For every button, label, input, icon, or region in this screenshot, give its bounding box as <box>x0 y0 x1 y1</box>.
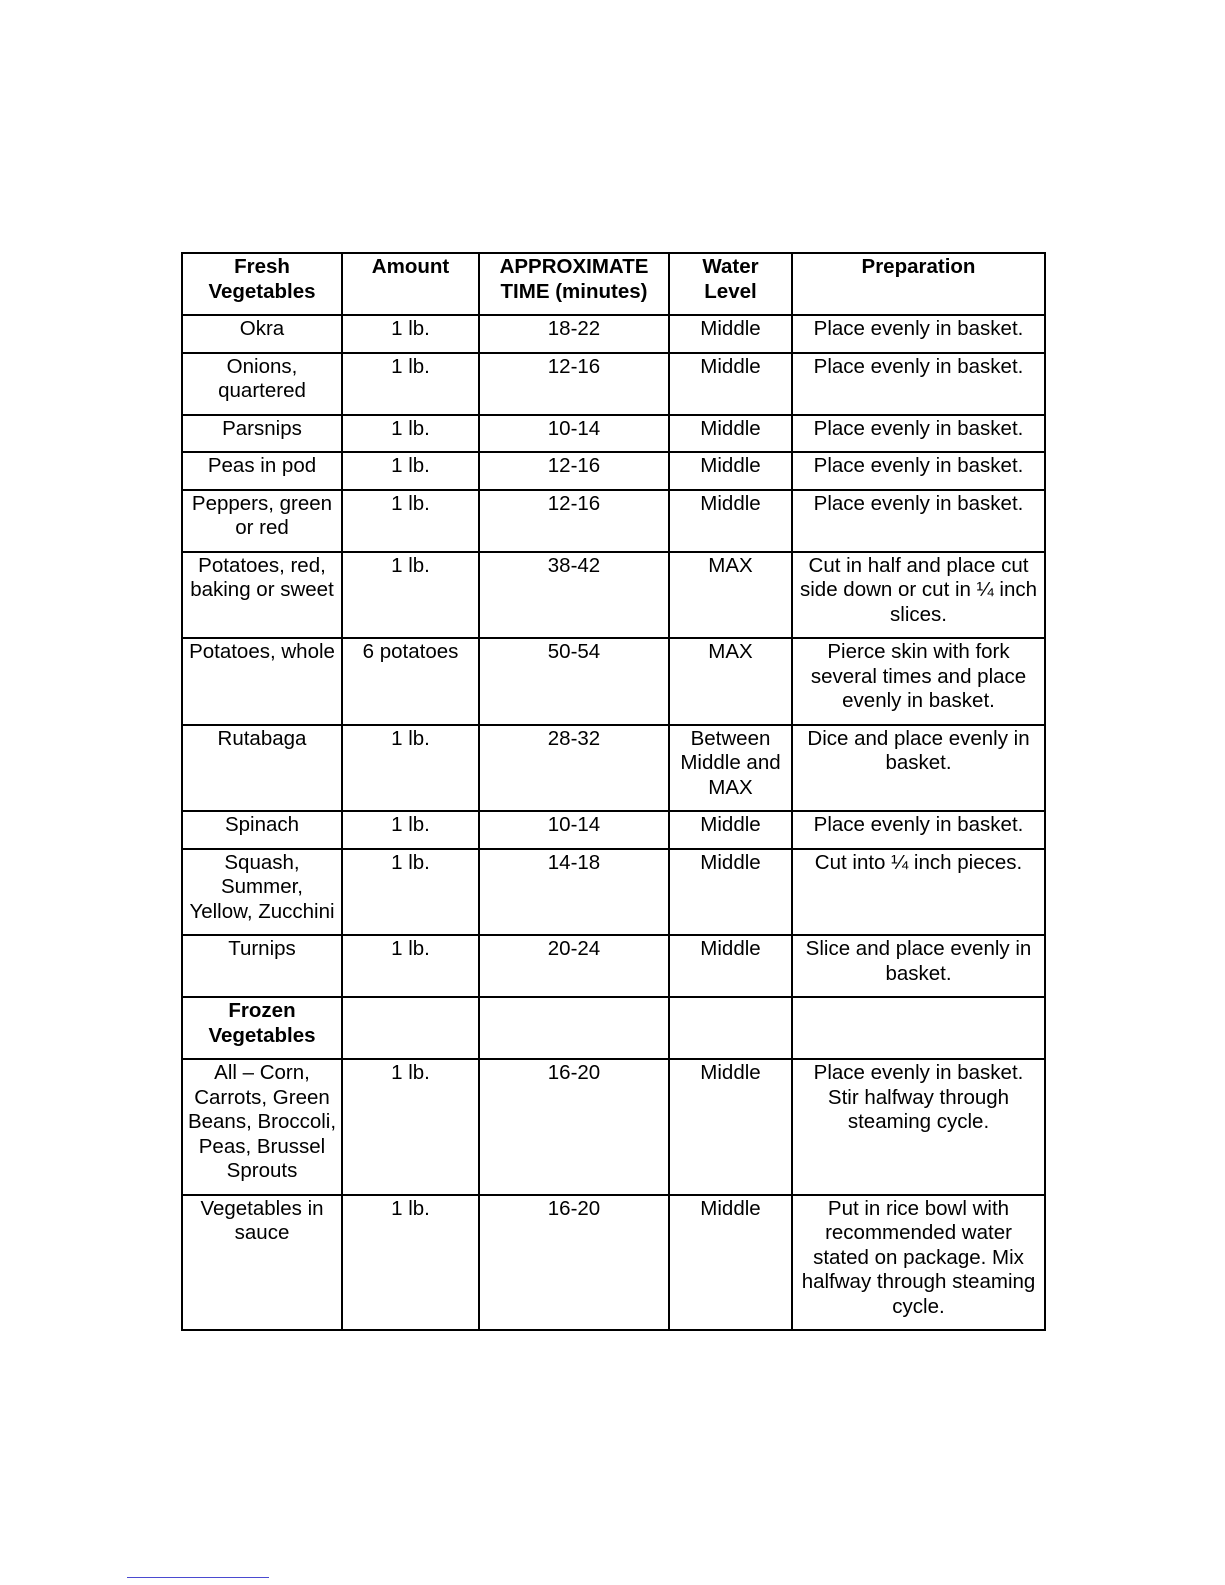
table-row <box>182 552 1045 639</box>
table-row <box>182 353 1045 415</box>
table-row <box>182 490 1045 552</box>
amount-cell: 1 lb. <box>342 315 479 353</box>
empty-cell <box>792 997 1045 1059</box>
table-row <box>182 315 1045 353</box>
time-cell: 20-24 <box>479 935 669 997</box>
amount-cell: 1 lb. <box>342 1195 479 1331</box>
amount-cell: 6 potatoes <box>342 638 479 725</box>
table-row <box>182 452 1045 490</box>
preparation-cell: Place evenly in basket. <box>792 811 1045 849</box>
amount-cell: 1 lb. <box>342 452 479 490</box>
header-fresh-vegetables: Fresh Vegetables <box>182 253 342 315</box>
amount-cell: 1 lb. <box>342 1059 479 1195</box>
water-level-cell: Middle <box>669 849 792 936</box>
preparation-cell: Place evenly in basket. <box>792 353 1045 415</box>
preparation-cell: Dice and place evenly in basket. <box>792 725 1045 812</box>
preparation-cell: Cut in half and place cut side down or cut in ¼ inch slices. <box>792 552 1045 639</box>
preparation-cell: Place evenly in basket. <box>792 490 1045 552</box>
section-row-frozen <box>182 997 1045 1059</box>
vegetable-cell: Rutabaga <box>182 725 342 812</box>
water-level-cell: Middle <box>669 452 792 490</box>
vegetable-cell: Turnips <box>182 935 342 997</box>
water-level-cell: MAX <box>669 638 792 725</box>
water-level-cell: Between Middle and MAX <box>669 725 792 812</box>
time-cell: 10-14 <box>479 811 669 849</box>
water-level-cell: Middle <box>669 353 792 415</box>
vegetable-cell: Onions, quartered <box>182 353 342 415</box>
table-row <box>182 935 1045 997</box>
amount-cell: 1 lb. <box>342 490 479 552</box>
water-level-cell: Middle <box>669 415 792 453</box>
time-cell: 18-22 <box>479 315 669 353</box>
time-cell: 14-18 <box>479 849 669 936</box>
time-cell: 16-20 <box>479 1195 669 1331</box>
amount-cell: 1 lb. <box>342 552 479 639</box>
water-level-cell: Middle <box>669 490 792 552</box>
time-cell: 12-16 <box>479 353 669 415</box>
time-cell: 12-16 <box>479 452 669 490</box>
time-cell: 10-14 <box>479 415 669 453</box>
vegetable-cell: Parsnips <box>182 415 342 453</box>
table-row <box>182 849 1045 936</box>
time-cell: 16-20 <box>479 1059 669 1195</box>
vegetable-cell: Potatoes, whole <box>182 638 342 725</box>
amount-cell: 1 lb. <box>342 725 479 812</box>
time-cell: 28-32 <box>479 725 669 812</box>
vegetable-cell: Spinach <box>182 811 342 849</box>
empty-cell <box>669 997 792 1059</box>
table-header-row <box>182 253 1045 315</box>
vegetable-cell: Okra <box>182 315 342 353</box>
vegetable-cell: Squash, Summer, Yellow, Zucchini <box>182 849 342 936</box>
table-row <box>182 1059 1045 1195</box>
time-cell: 50-54 <box>479 638 669 725</box>
preparation-cell: Put in rice bowl with recommended water stated on package. Mix halfway through steaming cycle. <box>792 1195 1045 1331</box>
table-row <box>182 811 1045 849</box>
vegetable-cell: Potatoes, red, baking or sweet <box>182 552 342 639</box>
water-level-cell: MAX <box>669 552 792 639</box>
preparation-cell: Place evenly in basket. <box>792 415 1045 453</box>
table-row <box>182 725 1045 812</box>
amount-cell: 1 lb. <box>342 353 479 415</box>
empty-cell <box>342 997 479 1059</box>
empty-cell <box>479 997 669 1059</box>
water-level-cell: Middle <box>669 1195 792 1331</box>
preparation-cell: Slice and place evenly in basket. <box>792 935 1045 997</box>
preparation-cell: Place evenly in basket. <box>792 452 1045 490</box>
vegetable-cell: Peppers, green or red <box>182 490 342 552</box>
amount-cell: 1 lb. <box>342 849 479 936</box>
header-preparation: Preparation <box>792 253 1045 315</box>
vegetable-cell: Vegetables in sauce <box>182 1195 342 1331</box>
preparation-cell: Place evenly in basket. Stir halfway through steaming cycle. <box>792 1059 1045 1195</box>
water-level-cell: Middle <box>669 1059 792 1195</box>
water-level-cell: Middle <box>669 811 792 849</box>
preparation-cell: Place evenly in basket. <box>792 315 1045 353</box>
header-approximate-time: APPROXIMATE TIME (minutes) <box>479 253 669 315</box>
header-water-level: Water Level <box>669 253 792 315</box>
time-cell: 12-16 <box>479 490 669 552</box>
time-cell: 38-42 <box>479 552 669 639</box>
preparation-cell: Pierce skin with fork several times and place evenly in basket. <box>792 638 1045 725</box>
steaming-time-table <box>181 252 1046 1331</box>
preparation-cell: Cut into ¼ inch pieces. <box>792 849 1045 936</box>
header-amount: Amount <box>342 253 479 315</box>
footnote-separator-line <box>127 1577 269 1578</box>
table-row <box>182 638 1045 725</box>
amount-cell: 1 lb. <box>342 415 479 453</box>
water-level-cell: Middle <box>669 935 792 997</box>
vegetable-cell: Peas in pod <box>182 452 342 490</box>
amount-cell: 1 lb. <box>342 935 479 997</box>
water-level-cell: Middle <box>669 315 792 353</box>
table-row <box>182 415 1045 453</box>
table-row <box>182 1195 1045 1331</box>
section-label-frozen-vegetables: Frozen Vegetables <box>182 997 342 1059</box>
amount-cell: 1 lb. <box>342 811 479 849</box>
vegetable-cell: All – Corn, Carrots, Green Beans, Broccoli, Peas, Brussel Sprouts <box>182 1059 342 1195</box>
